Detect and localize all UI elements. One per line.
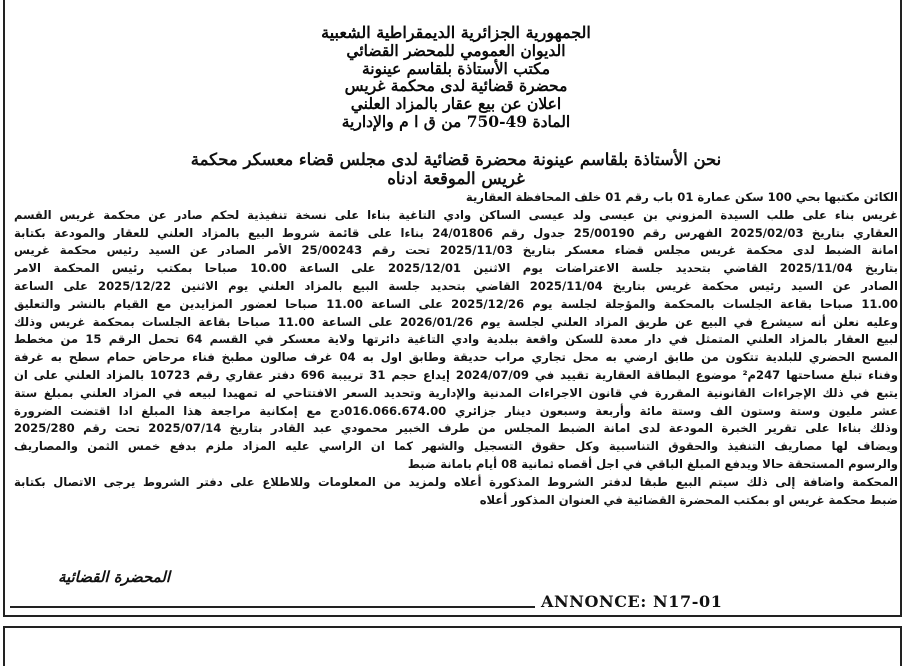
header-line: المادة 49-750 من ق ا م والإدارية [341,111,571,131]
annonce-rule [10,606,535,608]
header-line: الديوان العمومي للمحضر القضائي [346,40,566,60]
title-line: نحن الأستاذة بلقاسم عينونة محضرة قضائية لدى مجلس قضاء معسكر محكمة [190,150,722,169]
annonce-reference: ANNONCE: N17-01 [541,592,723,611]
body-line: ضبط محكمة غريس او بمكتب المحضرة القضائية في العنوان المذكور أعلاه [479,492,898,507]
body-line: الكائن مكتبها بحي 100 سكن عمارة 01 باب رقم 01 خلف المحافظة العقارية [465,190,898,204]
body-line: امانة الضبط لدى محكمة غريس مجلس قضاء معسكر بتاريخ 2025/11/03 تحت رقم 25/00243 الأمر الصادر عن السيد رئيس محكمة غريس [14,243,898,258]
notice-title [0,150,912,188]
header-line: مكتب الأستاذة بلقاسم عينونة [361,58,551,78]
body-line: بتاريخ 2025/11/04 القاضي بتحديد جلسة الاعتراضات يوم الاثنين 2025/12/01 على الساعة 10.00 صباحا بمكتب رئيس المحكمة الامر [14,261,898,276]
body-line: لبيع العقار بالمزاد العلني المتمثل في دار معدة للسكن واقعة ببلدية وادي التاغية دائرتها ولاية معسكر في القسم 64 تحمل الرقم 15 من مخطط [14,332,898,347]
header-line: محضرة قضائية لدى محكمة غريس [344,76,568,96]
body-line: الصادر عن السيد رئيس محكمة غريس بتاريخ 2025/11/04 القاضي بتحديد جلسة البيع بالمزاد العلني يوم الاثنين 2025/12/22 على الساعة [14,278,898,293]
next-notice-frame [3,626,902,666]
body-line: وعليه نعلن أنه سيشرع في البيع عن طريق المزاد العلني لجلسة يوم 2026/01/26 على الساعة 11.00 صباحا بقاعة الجلسات بمحكمة غريس وذلك [14,314,898,329]
body-line: والرسوم المستحقة حالا ويدفع المبلغ الباقي في اجل أقصاه ثمانية 08 أيام بامانة ضبط [407,456,898,471]
body-line: وفناء تبلغ مساحتها 247م² موضوع البطاقة العقارية تقييد في 2024/07/09 إيداع حجم 31 ترييبة 696 دفتر عقاري رقم 10723 بالمزاد العلني على ان [14,367,898,382]
body-line: المحكمة واضافة إلى ذلك سيتم البيع طبقا لدفتر الشروط المذكورة أعلاه ولمزيد من المعلومات وللاطلاع على دفتر الشروط يرجى الاتصال بكتابة [14,474,898,489]
body-line: غريس بناء على طلب السيدة المزوني بن عيسى ولد عيسى الساكن وادي التاغية بناءا على نسخة تنفيذية لحكم صادر عن محكمة غريس القسم [14,207,898,222]
body-line: 11.00 صباحا بقاعة الجلسات بالمحكمة والمؤجلة لجلسة يوم 2025/12/26 على الساعة 11.00 صباحا لعضور المزايدين مع القيام بالنشر والتعليق [14,296,898,311]
body-line: المسح الحضري للبلدية تتكون من طابق ارضي به محل تجاري مراب حديقة وطابق اول به 04 غرف صالون مطبخ فناء مرحاض حمام سطح به غرفة [14,350,898,365]
title-line: غريس الموقعة ادناه [387,169,525,188]
header-line: اعلان عن بيع عقار بالمزاد العلني [350,94,562,114]
body-line: يتبع في ذلك الإجراءات القانونية المقررة في قانون الاجراءات المدنية والإدارية وتحديد السعر الافتتاحي له تمهيدا لبيعه في المزاد العلني بمبلغ ستة [14,385,898,400]
body-line: عشر مليون وستة وستون الف وستة مائة وأربعة وسبعون دينار جزائري 016.066.674.00دج مع إمكانية مراجعة هذا المبلغ ادا اقتضت الضرورة [14,403,898,418]
header-line: الجمهورية الجزائرية الديمقراطية الشعبية [321,23,591,42]
signature-label: المحضرة القضائية [57,568,171,586]
notice-header [0,24,912,131]
notice-body [14,189,898,509]
body-line: وذلك بناءا على تقرير الخبرة المودعة لدى امانة الضبط المجلس من طرف الخبير محمودي عبد القادر بتاريخ 2025/07/14 تحت رقم 2025/280 [14,421,898,436]
body-line: ويضاف لها مصاريف التنفيذ والحقوق التناسبية وكل حقوق التسجيل والشهر كما ان الراسي عليه المزاد ملزم بدفع خمس الثمن والمصاريف [14,439,898,454]
body-line: العقاري بتاريخ 2025/02/03 الفهرس رقم 25/00190 جدول رقم 24/01806 بناءا على قائمة شروط البيع بالمزاد العلني للعقار والمودعة بكتابة [14,225,898,240]
